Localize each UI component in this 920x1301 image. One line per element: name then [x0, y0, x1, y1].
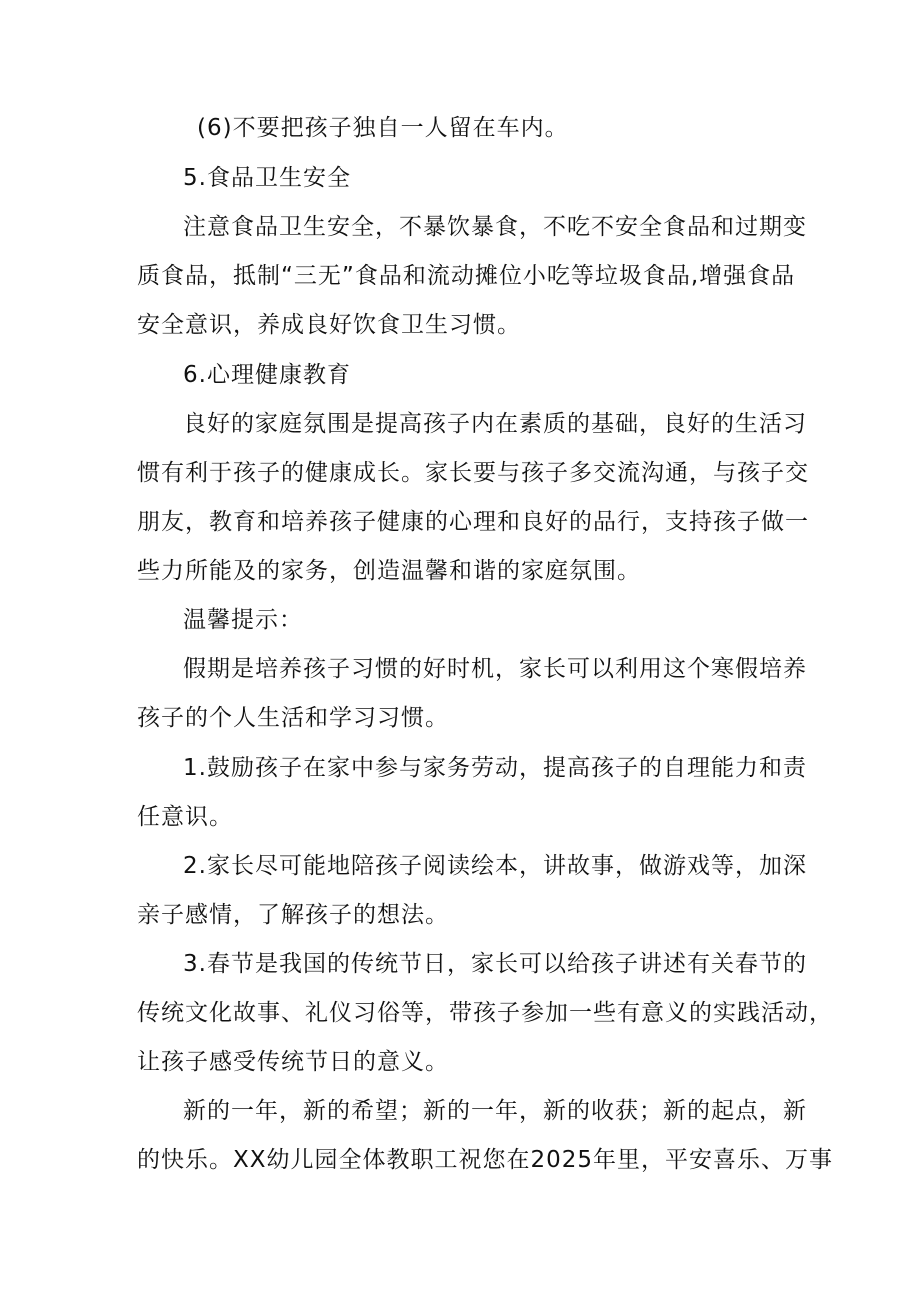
heading-mental-health [137, 351, 800, 400]
text-line: 惯有利于孩子的健康成长。家长要与孩子多交流沟通，与孩子交 [137, 460, 809, 486]
text-line: 些力所能及的家务，创造温馨和谐的家庭氛围。 [137, 558, 641, 584]
heading-tips [137, 596, 800, 645]
paragraph-tips-intro [137, 645, 807, 743]
text-line: 传统文化故事、礼仪习俗等，带孩子参加一些有意义的实践活动， [137, 1000, 833, 1026]
paragraph-car-safety-item-6 [137, 104, 800, 153]
text-line: 让孩子感受传统节日的意义。 [137, 1049, 449, 1075]
text-line: 安全意识，养成良好饮食卫生习惯。 [137, 312, 521, 338]
text-line: 5.食品卫生安全 [183, 165, 351, 191]
text-line: 朋友，教育和培养孩子健康的心理和良好的品行，支持孩子做一 [137, 509, 809, 535]
text-line: 6.心理健康教育 [183, 362, 351, 388]
paragraph-new-year-wishes [137, 1087, 834, 1185]
text-line: 任意识。 [137, 804, 233, 830]
text-line: 3.春节是我国的传统节日，家长可以给孩子讲述有关春节的 [183, 951, 807, 977]
text-line: 亲子感情，了解孩子的想法。 [137, 902, 449, 928]
paragraph-food-safety [137, 203, 807, 350]
text-line: 新的一年，新的希望；新的一年，新的收获；新的起点，新 [183, 1098, 807, 1124]
text-line: 质食品，抵制“三无”食品和流动摊位小吃等垃圾食品,增强食品 [137, 263, 796, 289]
text-line: 孩子的个人生活和学习习惯。 [137, 705, 449, 731]
tip-item-1 [137, 744, 807, 842]
heading-food-safety [137, 154, 800, 203]
text-line: 1.鼓励孩子在家中参与家务劳动，提高孩子的自理能力和责 [183, 755, 807, 781]
text-line: (6)不要把孩子独自一人留在车内。 [197, 115, 569, 141]
text-line: 2.家长尽可能地陪孩子阅读绘本，讲故事，做游戏等，加深 [183, 853, 807, 879]
tip-item-3 [137, 940, 833, 1087]
tip-item-2 [137, 842, 807, 940]
paragraph-mental-health [137, 400, 809, 596]
text-line: 注意食品卫生安全，不暴饮暴食，不吃不安全食品和过期变 [183, 214, 807, 240]
text-line: 温馨提示： [183, 607, 303, 633]
text-line: 良好的家庭氛围是提高孩子内在素质的基础，良好的生活习 [183, 411, 807, 437]
text-line: 假期是培养孩子习惯的好时机，家长可以利用这个寒假培养 [183, 656, 807, 682]
text-line: 的快乐。XX幼儿园全体教职工祝您在2025年里，平安喜乐、万事 [137, 1147, 834, 1173]
